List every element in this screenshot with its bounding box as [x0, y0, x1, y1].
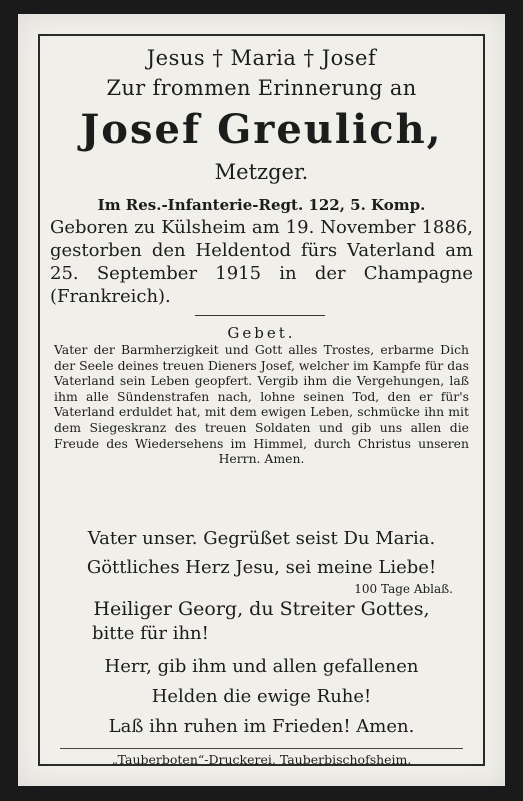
prayer-title: Gebet. [227, 324, 296, 342]
remembrance-line: Zur frommen Erinnerung an [106, 76, 417, 100]
verse-herr-gib: Herr, gib ihm und allen gefallenen [104, 656, 419, 677]
printer-credit: „Tauberboten“-Druckerei, Tauberbischofsheim. [111, 752, 412, 767]
verse-bitte: bitte für ihn! [92, 623, 209, 644]
verse-vater-unser: Vater unser. Gegrüßet seist Du Maria. [87, 528, 436, 549]
printer-divider [60, 748, 463, 749]
card-border-frame [38, 34, 485, 766]
memorial-card [18, 14, 505, 786]
verse-herz-jesu: Göttliches Herz Jesu, sei meine Liebe! [86, 557, 437, 578]
verse-helden: Helden die ewige Ruhe! [151, 686, 372, 707]
verse-ruhen: Laß ihn ruhen im Frieden! Amen. [108, 716, 415, 737]
indulgence-note: 100 Tage Ablaß. [354, 582, 453, 596]
regiment-line: Im Res.-Infanterie-Regt. 122, 5. Komp. [97, 196, 426, 214]
birth-death-text: Geboren zu Külsheim am 19. November 1886, gestorben den Heldentod fürs Vaterland am 25. September 1915 in der Champagne (Frankreich). [50, 217, 473, 307]
verse-heiliger-georg: Heiliger Georg, du Streiter Gottes, [93, 598, 430, 620]
occupation: Metzger. [214, 160, 309, 184]
invocation-line: Jesus † Maria † Josef [146, 46, 377, 70]
divider [195, 315, 325, 316]
prayer-text: Vater der Barmherzigkeit und Gott alles Trostes, erbarme Dich der Seele deines treuen Dieners Josef, welcher im Kampfe für das Vaterland sein Leben geopfert. Vergib ihm die Vergehungen, laß ihm alle Sündenstrafen nach, lohne seinen Tod, den er für's Vaterland erduldet hat, mit dem ewigen Leben, schmücke ihn mit dem Siegeskranz des treuen Soldaten und gib uns allen die Freude des Wiedersehens im Himmel, durch Christus unseren Herrn. Amen. [54, 342, 469, 467]
deceased-name: Josef Greulich, [80, 106, 443, 153]
